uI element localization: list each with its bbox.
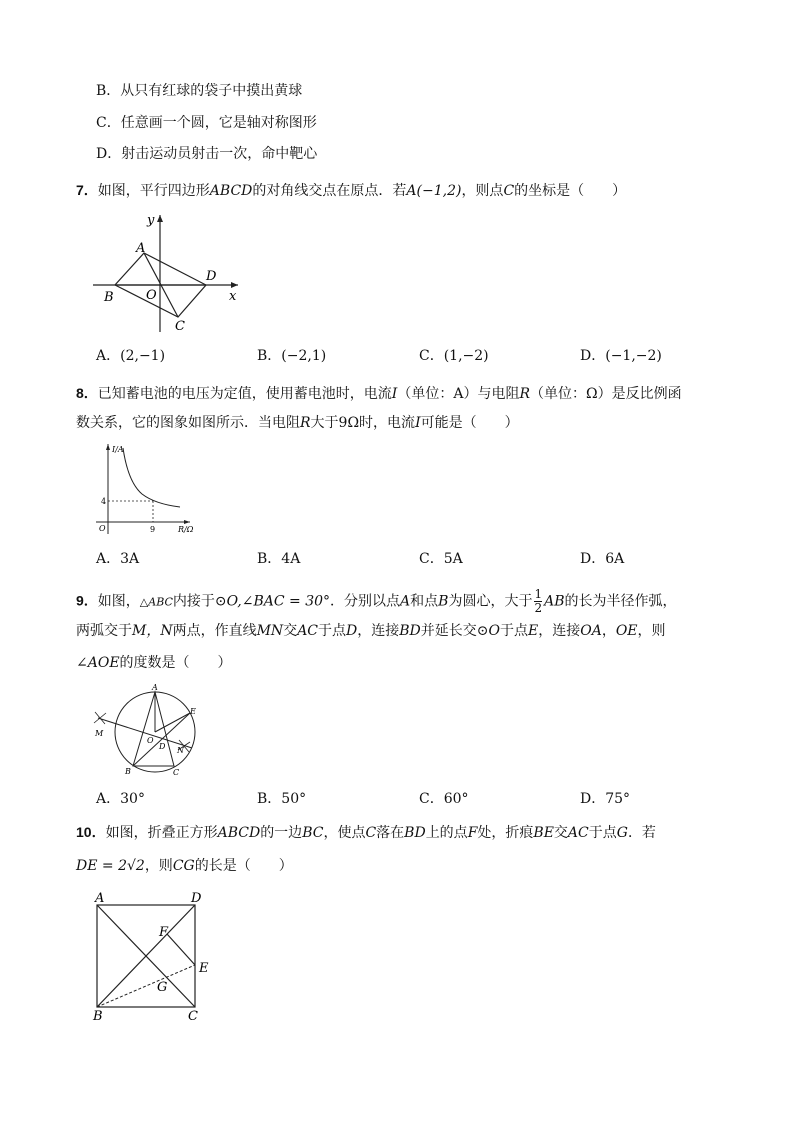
q9-label-o: O: [147, 736, 154, 745]
q9-label-m: M: [95, 729, 104, 738]
q10-label-f: F: [159, 925, 169, 940]
q7-label-c: C: [175, 319, 185, 334]
q9-option-c: C．60°: [419, 791, 469, 807]
q9-option-b: B．50°: [257, 791, 307, 807]
q9-stem-line3: ∠AOE的度数是（ ）: [76, 655, 232, 671]
q7-label-b: B: [104, 290, 114, 305]
q10-label-b: B: [93, 1009, 103, 1024]
q8-xlabel: R/Ω: [178, 525, 194, 534]
q8-option-c: C．5A: [419, 551, 463, 567]
q10-label-a: A: [95, 891, 105, 906]
q10-number: 10．: [76, 824, 106, 840]
q8-ylabel: I/A: [112, 445, 124, 454]
q9-figure: [90, 682, 205, 782]
q6-option-d: D．射击运动员射击一次，命中靶心: [96, 146, 318, 162]
q8-option-b: B．4A: [257, 551, 301, 567]
q7-figure: [88, 210, 248, 335]
q7-label-a: A: [136, 241, 146, 256]
q9-label-e: E: [190, 707, 196, 716]
q8-option-d: D．6A: [580, 551, 625, 567]
q8-option-a: A．3A: [96, 551, 140, 567]
q6-option-c: C．任意画一个圆，它是轴对称图形: [96, 115, 317, 131]
q10-label-e: E: [199, 961, 209, 976]
q8-figure: [90, 442, 200, 537]
q7-label-x: x: [229, 289, 237, 304]
q9-option-d: D．75°: [580, 791, 631, 807]
q8-tick-4: 4: [101, 497, 107, 506]
q7-option-b: B．(−2,1): [257, 348, 327, 364]
q7-number: 7．: [76, 182, 98, 198]
q7-option-d: D．(−1,−2): [580, 348, 662, 364]
q7-stem: 7．如图，平行四边形ABCD的对角线交点在原点．若A(−1,2)，则点C的坐标是（ ）: [76, 182, 627, 199]
q8-tick-9: 9: [150, 525, 156, 534]
q7-option-a: A．(2,−1): [96, 348, 166, 364]
q8-number: 8．: [76, 385, 98, 401]
q9-label-d: D: [159, 742, 166, 751]
q8-stem-line1: 8．已知蓄电池的电压为定值，使用蓄电池时，电流I（单位：A）与电阻R（单位：Ω）是反比例函: [76, 385, 682, 402]
q8-label-o: O: [99, 524, 106, 533]
q8-stem-line2: 数关系，它的图象如图所示．当电阻R大于9Ω时，电流I可能是（ ）: [76, 415, 519, 431]
q9-label-a: A: [152, 683, 158, 692]
q10-label-c: C: [188, 1009, 198, 1024]
q10-stem-line1: 10．如图，折叠正方形ABCD的一边BC，使点C落在BD上的点F处，折痕BE交AC于点G．若: [76, 824, 656, 841]
q7-label-o: O: [146, 288, 157, 303]
q7-option-c: C．(1,−2): [419, 348, 489, 364]
q9-label-c: C: [173, 768, 180, 777]
q9-stem-line2: 两弧交于M，N两点，作直线MN交AC于点D，连接BD并延长交⊙O于点E，连接OA，OE，则: [76, 623, 666, 639]
q10-stem-line2: DE = 2√2，则CG的长是（ ）: [76, 858, 293, 874]
q10-label-g: G: [157, 980, 168, 995]
q10-label-d: D: [191, 891, 202, 906]
q9-label-b: B: [125, 767, 131, 776]
q9-fraction: $\frac{1}{2}$: [534, 587, 543, 615]
q7-label-y: y: [147, 213, 155, 228]
q9-option-a: A．30°: [96, 791, 145, 807]
q10-figure: [88, 892, 223, 1024]
q9-label-n: N: [177, 746, 184, 755]
q6-option-b: B．从只有红球的袋子中摸出黄球: [96, 83, 303, 99]
q9-stem-line1: 9．如图，△ABC内接于⊙O,∠BAC = 30°．分别以点A和点B为圆心，大于 $\frac{1}{2}$ AB的长为半径作弧，: [76, 587, 677, 615]
q9-number: 9．: [76, 592, 98, 609]
q7-label-d: D: [206, 269, 217, 284]
